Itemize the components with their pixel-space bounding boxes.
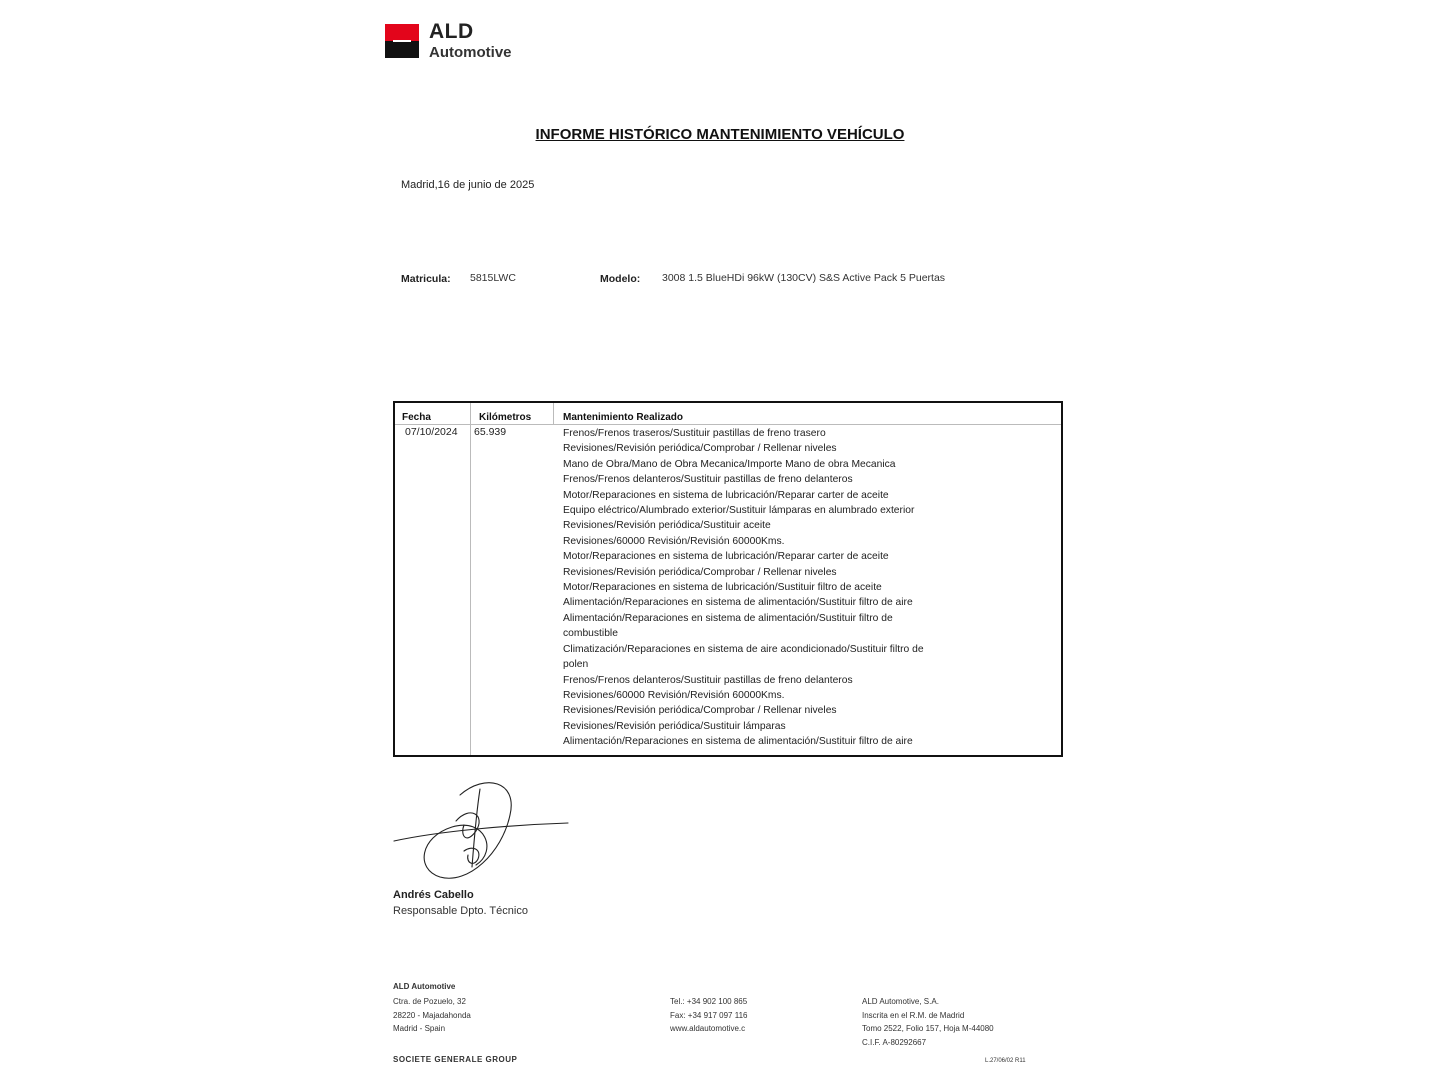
task-item: Revisiones/Revisión periódica/Comprobar / Rellenar niveles [563,705,837,717]
document-title: INFORME HISTÓRICO MANTENIMIENTO VEHÍCULO [535,126,905,143]
task-item: Motor/Reparaciones en sistema de lubricación/Sustituir filtro de aceite [563,582,882,594]
task-item: Revisiones/Revisión periódica/Comprobar / Rellenar niveles [563,443,837,455]
plate-label: Matricula: [401,273,451,285]
task-item: combustible [563,628,618,640]
task-item: Mano de Obra/Mano de Obra Mecanica/Importe Mano de obra Mecanica [563,458,896,470]
logo-subtitle: Automotive [429,44,512,61]
footer-address-3: Madrid - Spain [393,1024,446,1033]
footer-group: SOCIETE GENERALE GROUP [393,1055,518,1064]
task-item: Revisiones/Revisión periódica/Comprobar / Rellenar niveles [563,566,837,578]
task-item: Alimentación/Reparaciones en sistema de alimentación/Sustituir filtro de [563,612,893,624]
task-item: Revisiones/60000 Revisión/Revisión 60000Kms. [563,689,785,701]
signer-role: Responsable Dpto. Técnico [393,905,528,917]
task-item: Revisiones/Revisión periódica/Sustituir aceite [563,520,771,532]
task-item: Revisiones/Revisión periódica/Sustituir lámparas [563,720,786,732]
company-logo-mark [385,24,419,58]
task-item: Motor/Reparaciones en sistema de lubricación/Reparar carter de aceite [563,489,889,501]
signature-image [390,775,570,885]
signer-name: Andrés Cabello [393,889,474,901]
footer-fax: Fax: +34 917 097 116 [670,1011,748,1020]
footer-legal-3: Tomo 2522, Folio 157, Hoja M-44080 [862,1024,994,1033]
footer-legal-4: C.I.F. A-80292667 [862,1038,927,1047]
logo-name: ALD [429,20,474,43]
task-item: polen [563,659,589,671]
date-line: Madrid,16 de junio de 2025 [401,179,535,191]
row-date: 07/10/2024 [405,426,458,438]
task-item: Alimentación/Reparaciones en sistema de alimentación/Sustituir filtro de aire [563,597,913,609]
row-km: 65.939 [474,426,507,438]
footer-company: ALD Automotive [393,982,456,991]
header-date: Fecha [402,412,431,423]
task-item: Equipo eléctrico/Alumbrado exterior/Sustituir lámparas en alumbrado exterior [563,505,915,517]
footer-address-2: 28220 - Majadahonda [393,1011,471,1020]
footer-web[interactable]: www.aldautomotive.c [670,1024,746,1033]
task-list [563,426,924,750]
task-item: Alimentación/Reparaciones en sistema de alimentación/Sustituir filtro de aire [563,736,913,748]
footer-tel: Tel.: +34 902 100 865 [670,997,748,1006]
header-km: Kilómetros [479,412,532,423]
footer-ref: L.27/06/02 R11 [985,1058,1026,1064]
model-label: Modelo: [600,273,641,285]
task-item: Climatización/Reparaciones en sistema de aire acondicionado/Sustituir filtro de [563,643,924,655]
task-item: Motor/Reparaciones en sistema de lubricación/Reparar carter de aceite [563,551,889,563]
task-item: Frenos/Frenos traseros/Sustituir pastillas de freno trasero [563,428,826,439]
model-value: 3008 1.5 BlueHDi 96kW (130CV) S&S Active Pack 5 Puertas [662,272,946,284]
footer-legal-2: Inscrita en el R.M. de Madrid [862,1011,965,1020]
task-item: Frenos/Frenos delanteros/Sustituir pastillas de freno delanteros [563,474,853,486]
footer-legal-1: ALD Automotive, S.A. [862,997,939,1006]
header-maintenance: Mantenimiento Realizado [563,412,684,423]
footer-address-1: Ctra. de Pozuelo, 32 [393,997,466,1006]
task-item: Revisiones/60000 Revisión/Revisión 60000Kms. [563,535,785,547]
task-item: Frenos/Frenos delanteros/Sustituir pastillas de freno delanteros [563,674,853,686]
plate-value: 5815LWC [470,272,516,284]
maintenance-table [393,401,1063,757]
